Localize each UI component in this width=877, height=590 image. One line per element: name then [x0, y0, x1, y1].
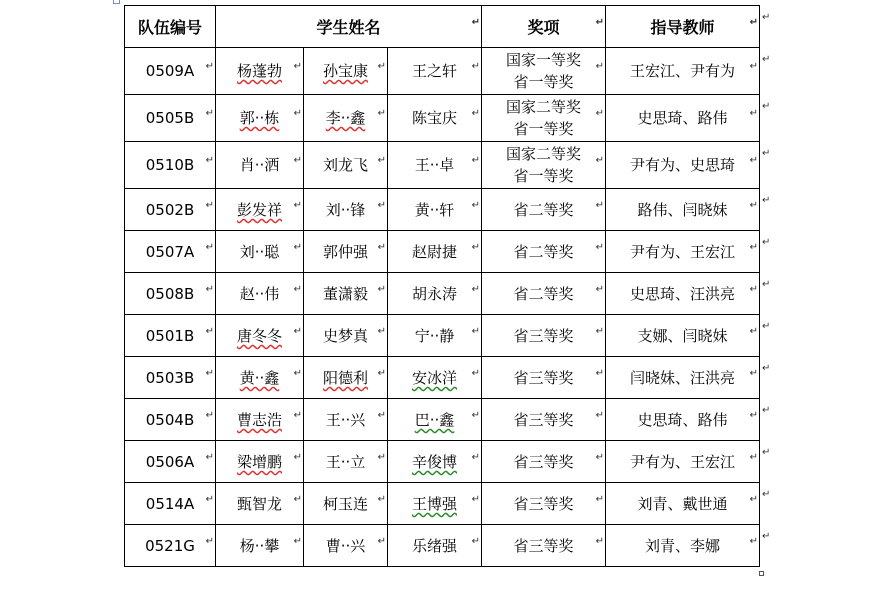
cell-student-1: 梁增鹏 ↵	[216, 441, 304, 483]
table-row	[125, 315, 760, 357]
cell-award: 省二等奖 ↵	[482, 231, 606, 273]
cell-student-3: 乐绪强 ↵	[388, 525, 482, 567]
cell-award: 省二等奖 ↵	[482, 273, 606, 315]
cell-award: 省三等奖 ↵	[482, 357, 606, 399]
header-team-id: 队伍编号	[125, 6, 216, 48]
table-row	[125, 525, 760, 567]
cell-award: 省三等奖 ↵	[482, 399, 606, 441]
table-row	[125, 273, 760, 315]
cell-student-3: 王之轩 ↵	[388, 48, 482, 95]
cell-team-id: 0509A ↵	[125, 48, 216, 95]
cell-team-id: 0508B ↵	[125, 273, 216, 315]
cell-student-1: 杨蓬勃 ↵	[216, 48, 304, 95]
cell-team-id: 0503B ↵	[125, 357, 216, 399]
cell-team-id: 0505B ↵	[125, 95, 216, 142]
cell-advisors: 刘青、李娜 ↵	[606, 525, 760, 567]
row-end-mark: ↵	[762, 100, 771, 112]
cell-team-id: 0506A ↵	[125, 441, 216, 483]
cell-advisors: 尹有为、王宏江 ↵	[606, 441, 760, 483]
cell-student-2: 阳德利 ↵	[304, 357, 388, 399]
cell-student-2: 王··立 ↵	[304, 441, 388, 483]
cell-student-1: 彭发祥 ↵	[216, 189, 304, 231]
row-end-mark: ↵	[762, 236, 771, 248]
cell-student-3: 王博强 ↵	[388, 483, 482, 525]
table-row	[125, 399, 760, 441]
cell-student-2: 孙宝康 ↵	[304, 48, 388, 95]
cell-student-3: 赵尉捷 ↵	[388, 231, 482, 273]
row-end-mark: ↵	[762, 194, 771, 206]
cell-student-1: 黄··鑫 ↵	[216, 357, 304, 399]
row-end-mark: ↵	[762, 404, 771, 416]
cell-award: 省二等奖 ↵	[482, 189, 606, 231]
cell-student-2: 柯玉连 ↵	[304, 483, 388, 525]
cell-student-3: 辛俊博 ↵	[388, 441, 482, 483]
table-row	[125, 483, 760, 525]
cell-award: 国家一等奖 省一等奖 ↵	[482, 48, 606, 95]
cell-student-2: 王··兴 ↵	[304, 399, 388, 441]
cell-advisors: 尹有为、史思琦 ↵	[606, 142, 760, 189]
cell-advisors: 史思琦、汪洪亮 ↵	[606, 273, 760, 315]
cell-advisors: 路伟、闫晓妹 ↵	[606, 189, 760, 231]
award-table	[124, 5, 760, 567]
cell-award: 省三等奖 ↵	[482, 483, 606, 525]
cell-award: 国家二等奖 省一等奖 ↵	[482, 142, 606, 189]
table-row	[125, 95, 760, 142]
row-end-mark: ↵	[762, 53, 771, 65]
cell-team-id: 0510B ↵	[125, 142, 216, 189]
cell-advisors: 支娜、闫晓妹 ↵	[606, 315, 760, 357]
row-end-mark: ↵	[762, 320, 771, 332]
row-end-mark: ↵	[762, 488, 771, 500]
row-end-mark: ↵	[762, 362, 771, 374]
row-end-mark: ↵	[762, 530, 771, 542]
cell-student-1: 郭··栋 ↵	[216, 95, 304, 142]
header-award: 奖项 ↵	[482, 6, 606, 48]
cell-advisors: 刘青、戴世通 ↵	[606, 483, 760, 525]
cell-award: 省三等奖 ↵	[482, 441, 606, 483]
cell-award: 省三等奖 ↵	[482, 315, 606, 357]
row-end-mark: ↵	[762, 446, 771, 458]
cell-student-3: 王··卓 ↵	[388, 142, 482, 189]
cell-advisors: 尹有为、王宏江 ↵	[606, 231, 760, 273]
table-row	[125, 231, 760, 273]
table-row	[125, 48, 760, 95]
cell-team-id: 0514A ↵	[125, 483, 216, 525]
table-row	[125, 142, 760, 189]
cell-student-3: 胡永涛 ↵	[388, 273, 482, 315]
cell-advisors: 闫晓妹、汪洪亮 ↵	[606, 357, 760, 399]
cell-student-2: 刘龙飞 ↵	[304, 142, 388, 189]
cell-student-2: 李··鑫 ↵	[304, 95, 388, 142]
cell-student-1: 甄智龙 ↵	[216, 483, 304, 525]
cell-student-1: 赵··伟 ↵	[216, 273, 304, 315]
header-row	[125, 6, 760, 48]
cell-team-id: 0501B ↵	[125, 315, 216, 357]
table-row	[125, 357, 760, 399]
row-end-mark: ↵	[762, 11, 771, 23]
row-end-mark: ↵	[762, 278, 771, 290]
table-anchor-icon[interactable]	[113, 0, 120, 4]
cell-student-3: 陈宝庆 ↵	[388, 95, 482, 142]
table-resize-handle[interactable]	[759, 571, 764, 576]
cell-student-1: 唐冬冬 ↵	[216, 315, 304, 357]
cell-student-3: 巴··鑫 ↵	[388, 399, 482, 441]
cell-award: 省三等奖 ↵	[482, 525, 606, 567]
cell-team-id: 0502B ↵	[125, 189, 216, 231]
cell-student-2: 董潇毅 ↵	[304, 273, 388, 315]
cell-student-3: 安冰洋 ↵	[388, 357, 482, 399]
cell-student-2: 史梦真 ↵	[304, 315, 388, 357]
row-end-mark: ↵	[762, 147, 771, 159]
cell-advisors: 王宏江、尹有为 ↵	[606, 48, 760, 95]
cell-student-2: 郭仲强 ↵	[304, 231, 388, 273]
cell-student-1: 肖··洒 ↵	[216, 142, 304, 189]
cell-student-3: 宁··静 ↵	[388, 315, 482, 357]
cell-team-id: 0504B ↵	[125, 399, 216, 441]
cell-advisors: 史思琦、路伟 ↵	[606, 95, 760, 142]
table-row	[125, 441, 760, 483]
cell-team-id: 0521G ↵	[125, 525, 216, 567]
cell-student-1: 曹志浩 ↵	[216, 399, 304, 441]
cell-advisors: 史思琦、路伟 ↵	[606, 399, 760, 441]
cell-student-3: 黄··轩 ↵	[388, 189, 482, 231]
cell-student-2: 曹··兴 ↵	[304, 525, 388, 567]
header-advisors: 指导教师 ↵	[606, 6, 760, 48]
header-students: 学生姓名 ↵	[216, 6, 482, 48]
cell-student-1: 刘··聪 ↵	[216, 231, 304, 273]
cell-team-id: 0507A ↵	[125, 231, 216, 273]
table-row	[125, 189, 760, 231]
cell-student-1: 杨··攀 ↵	[216, 525, 304, 567]
cell-student-2: 刘··锋 ↵	[304, 189, 388, 231]
cell-award: 国家二等奖 省一等奖 ↵	[482, 95, 606, 142]
